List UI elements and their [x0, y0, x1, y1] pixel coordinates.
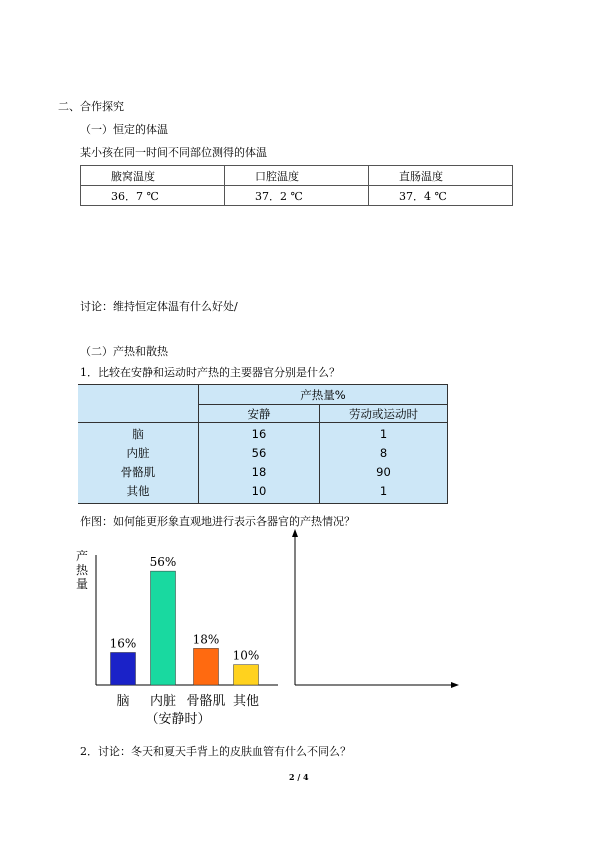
bar [151, 571, 176, 685]
table-cell: 直肠温度 [369, 166, 513, 186]
bar [111, 652, 136, 685]
blank-axes [285, 525, 465, 690]
bar-value-label: 10% [232, 648, 260, 663]
rest-value: 56 [251, 446, 267, 460]
temp-intro: 某小孩在同一时间不同部位测得的体温 [80, 146, 267, 159]
active-values [320, 423, 448, 504]
heat-bar-chart [68, 550, 288, 730]
category-label: 脑 [116, 694, 130, 709]
active-value: 8 [379, 446, 388, 460]
temperature-table [80, 165, 513, 206]
organ-label: 内脏 [126, 446, 150, 460]
active-value: 90 [376, 465, 391, 479]
bar-value-label: 18% [192, 632, 220, 647]
subsection-title-1: （一）恒定的体温 [80, 123, 168, 136]
organ-labels [78, 423, 199, 504]
table-cell: 腋窝温度 [81, 166, 225, 186]
organ-label: 骨骼肌 [120, 465, 156, 479]
rest-value: 18 [251, 465, 267, 479]
bar-value-label: 16% [109, 636, 137, 651]
y-arrow-icon [292, 529, 298, 537]
bar [194, 648, 219, 685]
col-header-rest: 安静 [199, 405, 320, 423]
category-label: 骨骼肌 [186, 694, 226, 709]
group-header: 产热量% [199, 385, 448, 405]
table-row [81, 186, 513, 206]
y-axis-label: 产热量 [75, 550, 89, 591]
category-label: 内脏 [149, 694, 177, 709]
rest-values [199, 423, 320, 504]
active-value: 1 [379, 427, 388, 441]
draw-prompt: 作图：如何能更形象直观地进行表示各器官的产热情况？ [80, 515, 355, 528]
section-title: 二、合作探究 [58, 100, 124, 113]
page-number: 2 / 4 [289, 772, 309, 782]
organ-label: 其他 [126, 484, 150, 498]
bar-value-label: 56% [149, 555, 177, 570]
question-1: 1．比较在安静和运动时产热的主要器官分别是什么？ [80, 366, 340, 379]
rest-value: 16 [251, 427, 267, 441]
organ-label: 脑 [132, 427, 144, 441]
table-corner [78, 385, 199, 423]
heat-production-table [78, 384, 448, 504]
category-label: 其他 [232, 694, 260, 709]
table-cell: 37．4 ℃ [369, 186, 513, 206]
table-row [81, 166, 513, 186]
discussion-1: 讨论：维持恒定体温有什么好处/ [80, 300, 238, 313]
table-cell: 36．7 ℃ [81, 186, 225, 206]
rest-value: 10 [251, 484, 267, 498]
table-cell: 37．2 ℃ [225, 186, 369, 206]
active-value: 1 [379, 484, 388, 498]
bar [234, 665, 259, 685]
table-cell: 口腔温度 [225, 166, 369, 186]
subsection-title-2: （二）产热和散热 [80, 345, 168, 358]
x-arrow-icon [451, 682, 459, 688]
question-2: 2．讨论：冬天和夏天手背上的皮肤血管有什么不同么？ [80, 745, 351, 758]
col-header-active: 劳动或运动时 [320, 405, 448, 423]
chart-subtitle: （安静时） [145, 712, 211, 727]
